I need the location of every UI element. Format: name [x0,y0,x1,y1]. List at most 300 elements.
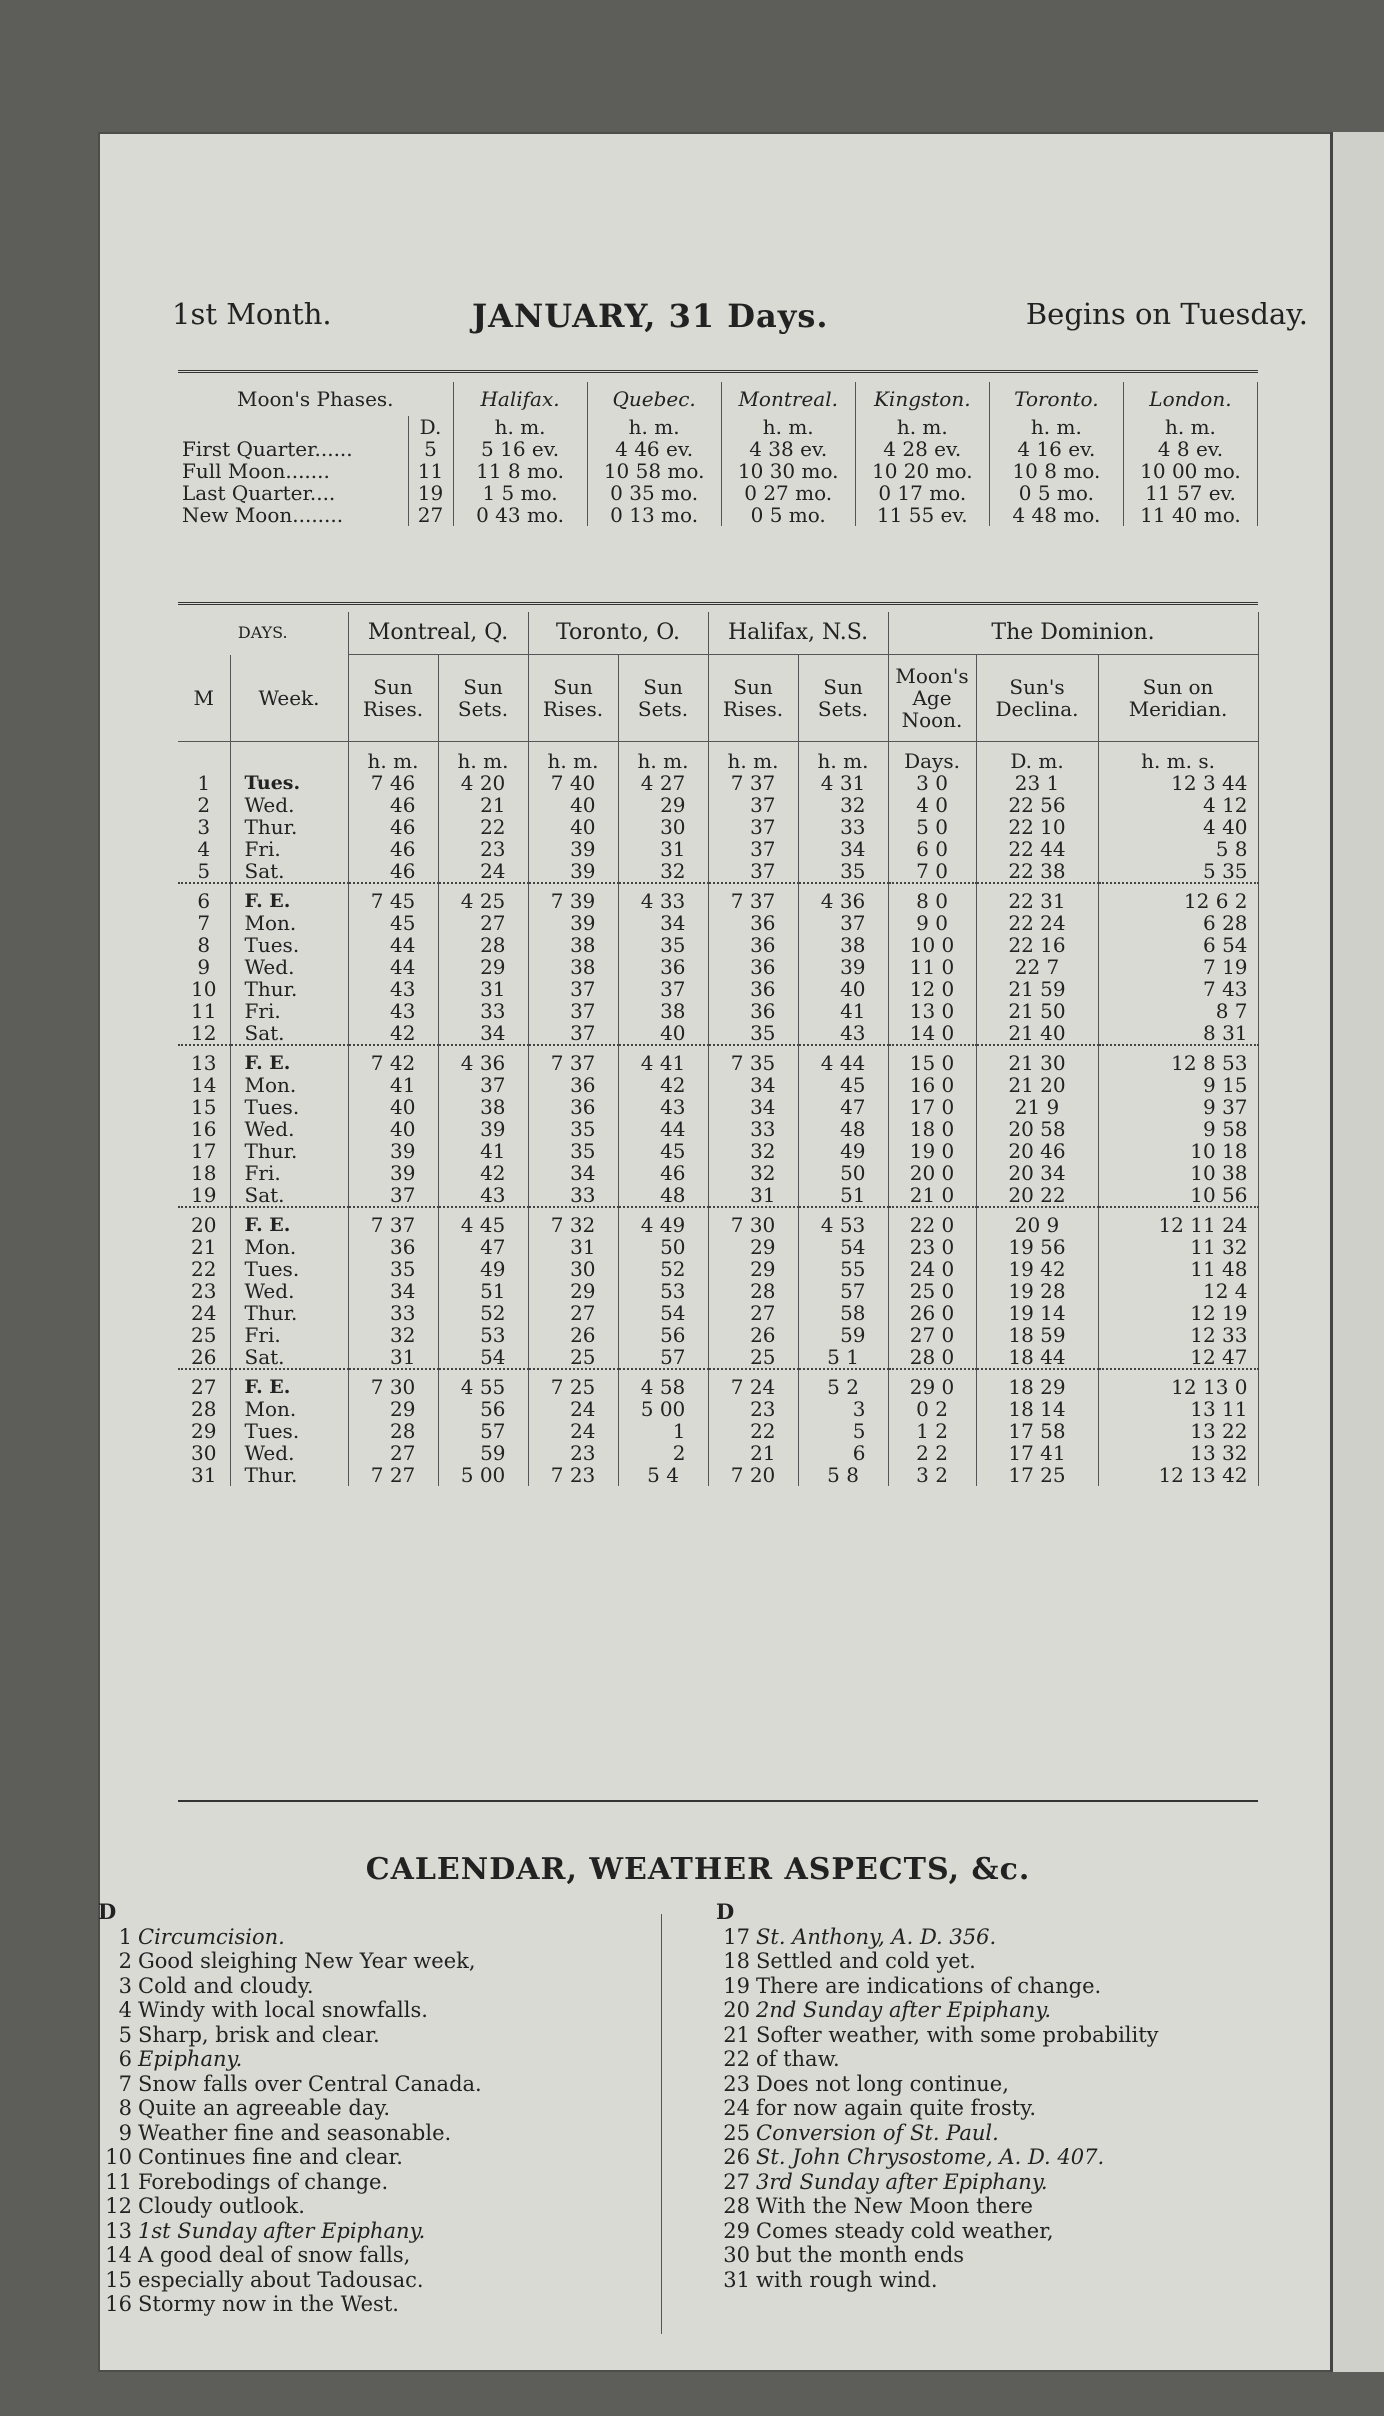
calendar-right-column [716,1900,1159,2292]
phase-city: Halifax. [453,382,587,416]
table-row [178,1442,1258,1464]
phase-day: 11 [408,460,453,482]
table-cell: 44 [348,956,438,978]
phase-time: 0 43 mo. [453,504,587,526]
table-cell: 34 [708,1096,798,1118]
table-cell: 18 29 [976,1376,1098,1398]
table-cell: F. E. [230,1376,348,1398]
table-cell: 4 55 [438,1376,528,1398]
table-cell: 38 [528,956,618,978]
table-cell: 36 [708,912,798,934]
table-row [178,1162,1258,1184]
table-cell: 40 [348,1118,438,1140]
phase-time: 11 40 mo. [1123,504,1257,526]
phase-time: 4 38 ev. [721,438,855,460]
table-cell: 54 [438,1346,528,1369]
table-cell: 7 46 [348,772,438,794]
table-cell: 22 [178,1258,230,1280]
unit-cell: h. m. [438,742,528,773]
table-cell: 55 [798,1258,888,1280]
calendar-text: but the month ends [756,2243,965,2267]
table-cell: 7 19 [1098,956,1258,978]
table-cell: 51 [438,1280,528,1302]
table-cell: 21 59 [976,978,1098,1000]
table-cell: 2 2 [888,1442,976,1464]
unit-cell: Days. [888,742,976,773]
table-cell: Fri. [230,1162,348,1184]
table-cell: 41 [438,1140,528,1162]
table-cell: 34 [798,838,888,860]
table-cell: 15 0 [888,1052,976,1074]
table-cell: 43 [618,1096,708,1118]
phase-time: 4 8 ev. [1123,438,1257,460]
table-cell: 50 [618,1236,708,1258]
phase-unit: h. m. [453,416,587,438]
table-cell: 37 [438,1074,528,1096]
table-cell: 8 [178,934,230,956]
table-cell: 59 [798,1324,888,1346]
phase-name: Full Moon....... [178,460,408,482]
column-divider [661,1914,662,2334]
table-cell: 21 40 [976,1022,1098,1045]
table-cell: 28 0 [888,1346,976,1369]
table-cell: 22 31 [976,890,1098,912]
table-cell: 52 [438,1302,528,1324]
separator-cell [230,1045,348,1052]
table-cell: 46 [618,1162,708,1184]
calendar-day: 29 [723,2218,750,2243]
table-row [178,838,1258,860]
phase-time: 0 27 mo. [721,482,855,504]
table-cell: 20 58 [976,1118,1098,1140]
calendar-day: 5 [118,2022,132,2047]
column-header: Sun Sets. [618,655,708,742]
calendar-day: 28 [723,2194,750,2218]
table-cell: 6 28 [1098,912,1258,934]
table-row [178,1376,1258,1398]
calendar-entry [98,2145,482,2170]
table-cell: 46 [348,816,438,838]
table-cell: 7 20 [708,1464,798,1486]
calendar-text: for now again quite frosty. [756,2096,1036,2120]
table-cell: 29 0 [888,1376,976,1398]
table-cell: 19 42 [976,1258,1098,1280]
calendar-day: 3 [118,1973,132,1998]
table-cell: 4 44 [798,1052,888,1074]
table-cell: 7 27 [348,1464,438,1486]
table-cell: Thur. [230,816,348,838]
table-cell: 18 [178,1162,230,1184]
phase-city: Kingston. [855,382,989,416]
table-cell: 12 [178,1022,230,1045]
phase-d-header: D. [408,416,453,438]
table-cell: 12 47 [1098,1346,1258,1369]
calendar-entry [98,2292,482,2317]
table-cell: 29 [618,794,708,816]
calendar-entry [98,2194,482,2219]
table-cell: 19 28 [976,1280,1098,1302]
table-cell: 39 [528,860,618,883]
table-cell: 33 [348,1302,438,1324]
table-cell: 7 30 [348,1376,438,1398]
table-cell: 33 [798,816,888,838]
table-cell: 37 [618,978,708,1000]
calendar-day: 7 [118,2071,132,2096]
calendar-text: Conversion of St. Paul. [756,2120,999,2145]
table-cell: 23 0 [888,1236,976,1258]
phase-unit: h. m. [989,416,1123,438]
table-cell: 43 [348,1000,438,1022]
calendar-text: of thaw. [756,2047,840,2071]
table-cell: 43 [438,1184,528,1207]
table-row [178,978,1258,1000]
table-cell: 19 14 [976,1302,1098,1324]
table-row [178,1140,1258,1162]
table-cell: 6 0 [888,838,976,860]
calendar-day: 21 [723,2022,750,2047]
table-cell: 21 0 [888,1184,976,1207]
calendar-text: Weather fine and seasonable. [138,2120,452,2145]
calendar-text: Does not long continue, [756,2071,1009,2096]
phase-time: 11 57 ev. [1123,482,1257,504]
table-cell: Thur. [230,1464,348,1486]
column-header: Sun Sets. [798,655,888,742]
phase-time: 11 55 ev. [855,504,989,526]
table-cell: Fri. [230,1324,348,1346]
table-cell: 53 [438,1324,528,1346]
table-cell: 37 [708,838,798,860]
table-cell: 36 [528,1074,618,1096]
table-cell: 10 [178,978,230,1000]
table-cell: 28 [708,1280,798,1302]
table-row [178,1074,1258,1096]
unit-cell: h. m. [708,742,798,773]
table-cell: 31 [708,1184,798,1207]
table-cell: 7 37 [708,772,798,794]
calendar-text: 2nd Sunday after Epiphany. [756,1998,1052,2022]
table-cell: 4 49 [618,1214,708,1236]
table-cell: F. E. [230,890,348,912]
table-row [178,1022,1258,1045]
table-cell: 3 [178,816,230,838]
column-header: Week. [230,655,348,742]
column-header: Sun Rises. [348,655,438,742]
unit-cell: h. m. [348,742,438,773]
table-cell: 17 25 [976,1464,1098,1486]
phase-city: Montreal. [721,382,855,416]
top-rule [178,370,1258,373]
table-cell: 21 [708,1442,798,1464]
phase-time: 0 13 mo. [587,504,721,526]
column-header: Sun on Meridian. [1098,655,1258,742]
phase-city: Quebec. [587,382,721,416]
calendar-entry [716,2219,1159,2244]
table-cell: 17 [178,1140,230,1162]
table-cell: 33 [438,1000,528,1022]
column-header: Sun Sets. [438,655,528,742]
table-cell: 9 0 [888,912,976,934]
table-cell: 27 [528,1302,618,1324]
table-cell: 25 [178,1324,230,1346]
table-cell: 29 [528,1280,618,1302]
table-cell: 7 32 [528,1214,618,1236]
table-cell: 23 [438,838,528,860]
table-cell: 39 [798,956,888,978]
table-cell: 38 [618,1000,708,1022]
calendar-entry [716,2023,1159,2048]
phase-unit: h. m. [1123,416,1257,438]
calendar-day: 6 [118,2047,132,2071]
bottom-rule [178,1800,1258,1802]
table-cell: 58 [798,1302,888,1324]
table-cell: 23 [708,1398,798,1420]
calendar-entry [98,1998,482,2023]
table-cell: Mon. [230,1236,348,1258]
week-separator [178,1207,1258,1214]
table-cell: 36 [708,934,798,956]
table-cell: 5 35 [1098,860,1258,883]
calendar-entry [98,2219,482,2244]
table-cell: 12 13 0 [1098,1376,1258,1398]
table-cell: 31 [618,838,708,860]
table-cell: 7 24 [708,1376,798,1398]
table-row [178,912,1258,934]
table-cell: 32 [708,1162,798,1184]
table-cell: 36 [348,1236,438,1258]
table-cell: 45 [348,912,438,934]
table-cell: 20 22 [976,1184,1098,1207]
table-cell: 24 [528,1398,618,1420]
table-cell: 8 31 [1098,1022,1258,1045]
table-cell: 32 [348,1324,438,1346]
calendar-entry [98,2023,482,2048]
table-cell: 7 45 [348,890,438,912]
table-cell: 5 00 [438,1464,528,1486]
table-cell: 11 48 [1098,1258,1258,1280]
calendar-entry [98,2121,482,2146]
table-cell: Wed. [230,956,348,978]
phases-title: Moon's Phases. [178,382,453,416]
table-cell: 24 0 [888,1258,976,1280]
unit-cell: D. m. [976,742,1098,773]
table-cell: 34 [618,912,708,934]
calendar-entry [716,1925,1159,1950]
table-cell: 19 [178,1184,230,1207]
table-cell: 35 [528,1140,618,1162]
table-cell: 22 16 [976,934,1098,956]
table-cell: 42 [618,1074,708,1096]
table-cell: 21 [438,794,528,816]
table-cell: 4 33 [618,890,708,912]
calendar-day: 15 [105,2267,132,2292]
table-row [178,1302,1258,1324]
group-header: Toronto, O. [528,612,708,655]
table-cell: 22 [438,816,528,838]
calendar-entry [716,2194,1159,2219]
table-cell: 26 [178,1346,230,1369]
table-cell: 4 53 [798,1214,888,1236]
table-cell: 24 [438,860,528,883]
calendar-d-label: D [98,1899,117,1924]
table-cell: 29 [708,1258,798,1280]
table-cell: 43 [798,1022,888,1045]
phase-time: 0 35 mo. [587,482,721,504]
table-cell: 7 37 [348,1214,438,1236]
table-cell: 4 58 [618,1376,708,1398]
calendar-day: 26 [723,2145,750,2169]
table-cell: 57 [618,1346,708,1369]
unit-cell [230,742,348,773]
phase-name: Last Quarter.... [178,482,408,504]
calendar-entry [716,2243,1159,2268]
table-cell: 22 [708,1420,798,1442]
table-cell: 2 [618,1442,708,1464]
next-page-edge [1330,132,1384,2372]
table-cell: 14 0 [888,1022,976,1045]
calendar-text: Comes steady cold weather, [756,2218,1054,2243]
table-row [178,794,1258,816]
table-cell: 4 20 [438,772,528,794]
calendar-day: 1 [118,1924,132,1949]
table-cell: 13 11 [1098,1398,1258,1420]
table-cell: 53 [618,1280,708,1302]
table-cell: 39 [528,912,618,934]
table-cell: 6 [798,1442,888,1464]
phase-name: First Quarter...... [178,438,408,460]
table-cell: 46 [348,838,438,860]
table-cell: 57 [438,1420,528,1442]
group-header: The Dominion. [888,612,1258,655]
calendar-text: Good sleighing New Year week, [138,1949,476,1973]
table-cell: 13 22 [1098,1420,1258,1442]
table-cell: 10 0 [888,934,976,956]
table-cell: 22 38 [976,860,1098,883]
table-row [178,890,1258,912]
table-cell: 26 [528,1324,618,1346]
calendar-text: Settled and cold yet. [756,1949,976,1973]
phase-day: 27 [408,504,453,526]
separator-cell [230,883,348,890]
table-cell: 38 [798,934,888,956]
table-cell: 36 [528,1096,618,1118]
table-cell: 14 [178,1074,230,1096]
table-cell: 40 [348,1096,438,1118]
phase-time: 0 5 mo. [721,504,855,526]
table-row [178,956,1258,978]
phase-time: 10 20 mo. [855,460,989,482]
table-cell: 31 [438,978,528,1000]
table-cell: 22 44 [976,838,1098,860]
table-cell: 31 [528,1236,618,1258]
table-cell: Tues. [230,1258,348,1280]
table-row [178,1000,1258,1022]
table-row [178,1184,1258,1207]
table-cell: 4 36 [438,1052,528,1074]
table-cell: 36 [708,978,798,1000]
calendar-text: With the New Moon there [756,2194,1033,2218]
table-cell: 4 36 [798,890,888,912]
calendar-entry [716,2121,1159,2146]
table-cell: Thur. [230,1302,348,1324]
table-cell: 29 [348,1398,438,1420]
calendar-day: 24 [723,2096,750,2120]
column-header: Sun Rises. [708,655,798,742]
calendar-entry [98,2170,482,2195]
table-cell: 42 [438,1162,528,1184]
table-cell: 54 [798,1236,888,1258]
calendar-entry [716,2268,1159,2293]
table-cell: 35 [348,1258,438,1280]
calendar-day: 20 [723,1998,750,2022]
table-cell: 27 [178,1376,230,1398]
table-cell: 4 40 [1098,816,1258,838]
calendar-text: A good deal of snow falls, [138,2243,411,2267]
table-cell: 21 9 [976,1096,1098,1118]
table-cell: 49 [798,1140,888,1162]
table-cell: 20 0 [888,1162,976,1184]
calendar-day: 10 [105,2145,132,2169]
calendar-text: 1st Sunday after Epiphany. [138,2218,426,2243]
table-cell: 5 [178,860,230,883]
table-cell: 21 [178,1236,230,1258]
table-cell: 7 [178,912,230,934]
table-cell: 12 4 [1098,1280,1258,1302]
table-cell: 3 2 [888,1464,976,1486]
table-cell: 5 8 [1098,838,1258,860]
table-cell: 7 37 [708,890,798,912]
table-cell: Fri. [230,1000,348,1022]
phase-time: 10 00 mo. [1123,460,1257,482]
table-cell: 11 32 [1098,1236,1258,1258]
table-cell: 1 [618,1420,708,1442]
moon-phases [178,382,1258,526]
table-cell: 6 [178,890,230,912]
table-cell: Sat. [230,1346,348,1369]
phase-city: London. [1123,382,1257,416]
table-cell: 34 [438,1022,528,1045]
table-cell: Mon. [230,1074,348,1096]
table-cell: 30 [528,1258,618,1280]
table-cell: 7 30 [708,1214,798,1236]
table-cell: 22 10 [976,816,1098,838]
table-cell: 37 [708,816,798,838]
table-cell: 10 56 [1098,1184,1258,1207]
table-cell: 49 [438,1258,528,1280]
table-cell: 39 [348,1140,438,1162]
table-row [178,1398,1258,1420]
table-row [178,1052,1258,1074]
table-cell: 12 13 42 [1098,1464,1258,1486]
calendar-entry [98,2268,482,2293]
table-cell: 24 [528,1420,618,1442]
column-header: Sun's Declina. [976,655,1098,742]
calendar-entry [98,1949,482,1974]
calendar-entry [716,2145,1159,2170]
table-cell: 7 25 [528,1376,618,1398]
table-cell: 5 1 [798,1346,888,1369]
week-separator [178,1045,1258,1052]
calendar-text: Softer weather, with some probability [756,2022,1159,2047]
table-cell: 7 37 [528,1052,618,1074]
table-cell: 30 [618,816,708,838]
separator-cell [230,1207,348,1214]
phase-spacer [178,416,408,438]
table-cell: 40 [528,794,618,816]
table-cell: 27 0 [888,1324,976,1346]
table-cell: 7 39 [528,890,618,912]
table-cell: 22 56 [976,794,1098,816]
table-cell: 4 31 [798,772,888,794]
